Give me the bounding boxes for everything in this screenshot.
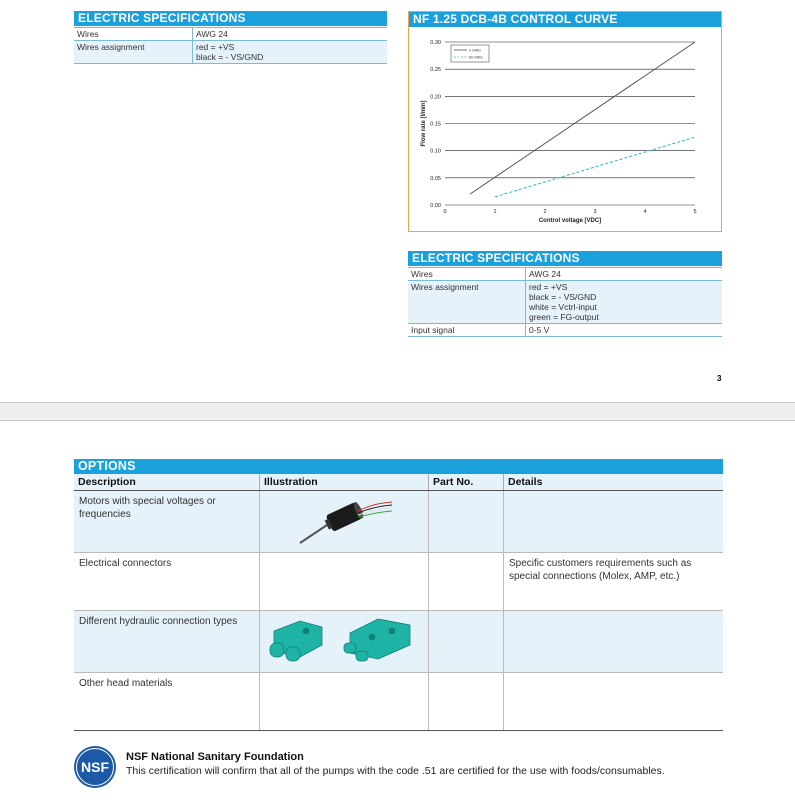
series-line-1 bbox=[495, 137, 695, 197]
spec-value: 0-5 V bbox=[526, 324, 723, 337]
right-spec-title: ELECTRIC SPECIFICATIONS bbox=[408, 251, 722, 266]
options-title: OPTIONS bbox=[74, 459, 723, 474]
header-illustration: Illustration bbox=[260, 474, 429, 491]
options-header-row bbox=[74, 474, 723, 491]
spec-value: AWG 24 bbox=[526, 268, 723, 281]
spec-label: Wires bbox=[74, 28, 193, 41]
x-tick-label: 0 bbox=[443, 209, 447, 215]
y-tick-label: 0.00 bbox=[430, 203, 441, 209]
spec-label: Wires assignment bbox=[408, 281, 526, 324]
left-spec-title: ELECTRIC SPECIFICATIONS bbox=[74, 11, 387, 26]
table-row bbox=[74, 491, 723, 553]
x-tick-label: 5 bbox=[693, 209, 697, 215]
control-curve-chart bbox=[408, 11, 722, 232]
y-tick-label: 0.30 bbox=[430, 40, 441, 46]
header-details: Details bbox=[504, 474, 724, 491]
spec-row bbox=[408, 324, 722, 337]
y-tick-label: 0.05 bbox=[430, 175, 441, 182]
spec-row bbox=[74, 28, 387, 41]
series-line-0 bbox=[470, 42, 695, 194]
option-details bbox=[504, 491, 724, 553]
motor-icon bbox=[260, 491, 420, 548]
spec-row bbox=[408, 281, 722, 324]
table-row bbox=[74, 611, 723, 673]
option-part-no bbox=[429, 553, 504, 611]
nsf-description: This certification will confirm that all of the pumps with the code .51 are certified for the use with foods/consumables. bbox=[126, 765, 665, 777]
option-details: Specific customers requirements such as special connections (Molex, AMP, etc.) bbox=[504, 553, 724, 611]
page-3 bbox=[0, 0, 795, 403]
spec-value: red = +VS black = - VS/GND white = Vctrl-input green = FG-output bbox=[526, 281, 723, 324]
option-details bbox=[504, 611, 724, 673]
y-tick-label: 0.10 bbox=[430, 148, 441, 155]
right-spec-table bbox=[408, 267, 722, 337]
option-part-no bbox=[429, 611, 504, 673]
spec-value: red = +VS black = - VS/GND bbox=[193, 41, 388, 64]
options-table bbox=[74, 474, 723, 731]
x-axis-label: Control voltage [VDC] bbox=[538, 218, 602, 224]
chart-title: NF 1.25 DCB-4B CONTROL CURVE bbox=[409, 12, 721, 27]
option-part-no bbox=[429, 491, 504, 553]
spec-row bbox=[74, 41, 387, 64]
y-tick-label: 0.15 bbox=[430, 121, 441, 128]
spec-label: Wires assignment bbox=[74, 41, 193, 64]
legend-label: 60 mWG bbox=[469, 55, 483, 60]
x-tick-label: 3 bbox=[593, 209, 597, 215]
chart-svg bbox=[409, 27, 721, 231]
legend-label: 0 mWG bbox=[469, 48, 481, 53]
option-part-no bbox=[429, 673, 504, 731]
x-tick-label: 4 bbox=[643, 209, 647, 215]
page-number: 3 bbox=[717, 374, 722, 383]
y-tick-label: 0.25 bbox=[430, 67, 441, 74]
option-illustration bbox=[260, 611, 429, 673]
option-description: Electrical connectors bbox=[74, 553, 260, 611]
pump-heads-icon bbox=[260, 611, 420, 668]
option-description: Motors with special voltages or frequencies bbox=[74, 491, 260, 553]
table-row bbox=[74, 673, 723, 731]
header-description: Description bbox=[74, 474, 260, 491]
nsf-logo-icon bbox=[73, 745, 117, 789]
nsf-logo-text: NSF bbox=[81, 759, 109, 775]
y-axis-label: Flow rate [l/min] bbox=[421, 100, 427, 147]
table-row bbox=[74, 553, 723, 611]
nsf-title: NSF National Sanitary Foundation bbox=[126, 751, 304, 763]
option-description: Other head materials bbox=[74, 673, 260, 731]
x-tick-label: 2 bbox=[543, 209, 547, 215]
y-tick-label: 0.20 bbox=[430, 94, 441, 101]
spec-value: AWG 24 bbox=[193, 28, 388, 41]
option-illustration bbox=[260, 673, 429, 731]
left-spec-table bbox=[74, 27, 387, 64]
x-tick-label: 1 bbox=[493, 209, 497, 215]
option-description: Different hydraulic connection types bbox=[74, 611, 260, 673]
spec-label: Input signal bbox=[408, 324, 526, 337]
option-details bbox=[504, 673, 724, 731]
header-part-no: Part No. bbox=[429, 474, 504, 491]
spec-label: Wires bbox=[408, 268, 526, 281]
option-illustration bbox=[260, 553, 429, 611]
option-illustration bbox=[260, 491, 429, 553]
spec-row bbox=[408, 268, 722, 281]
